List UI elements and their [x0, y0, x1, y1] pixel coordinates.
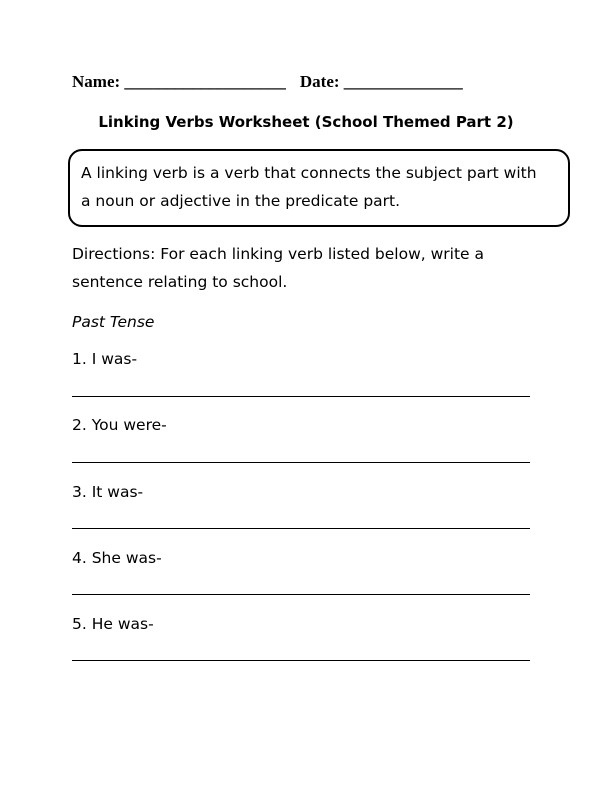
- definition-line-2: a noun or adjective in the predicate part.: [81, 192, 401, 210]
- directions-line-2: sentence relating to school.: [72, 273, 288, 291]
- answer-line-2[interactable]: [72, 462, 530, 463]
- answer-line-3[interactable]: [72, 528, 530, 529]
- name-field-label: Name: ___________________: [72, 72, 286, 91]
- header-row: [72, 72, 463, 92]
- answer-line-5[interactable]: [72, 660, 530, 661]
- item-prompt-2: 2. You were-: [72, 416, 167, 434]
- answer-line-4[interactable]: [72, 594, 530, 595]
- answer-line-1[interactable]: [72, 396, 530, 397]
- definition-box: [68, 149, 570, 227]
- directions-line-1: Directions: For each linking verb listed below, write a: [72, 245, 485, 263]
- item-prompt-1: 1. I was-: [72, 350, 138, 368]
- definition-line-1: A linking verb is a verb that connects the subject part with: [81, 164, 537, 182]
- item-prompt-4: 4. She was-: [72, 549, 162, 567]
- directions-text: [72, 240, 484, 296]
- worksheet-title: Linking Verbs Worksheet (School Themed Part 2): [98, 113, 514, 131]
- date-field-label: Date: ______________: [299, 72, 463, 91]
- item-prompt-5: 5. He was-: [72, 615, 154, 633]
- section-label: Past Tense: [72, 313, 155, 331]
- item-prompt-3: 3. It was-: [72, 483, 144, 501]
